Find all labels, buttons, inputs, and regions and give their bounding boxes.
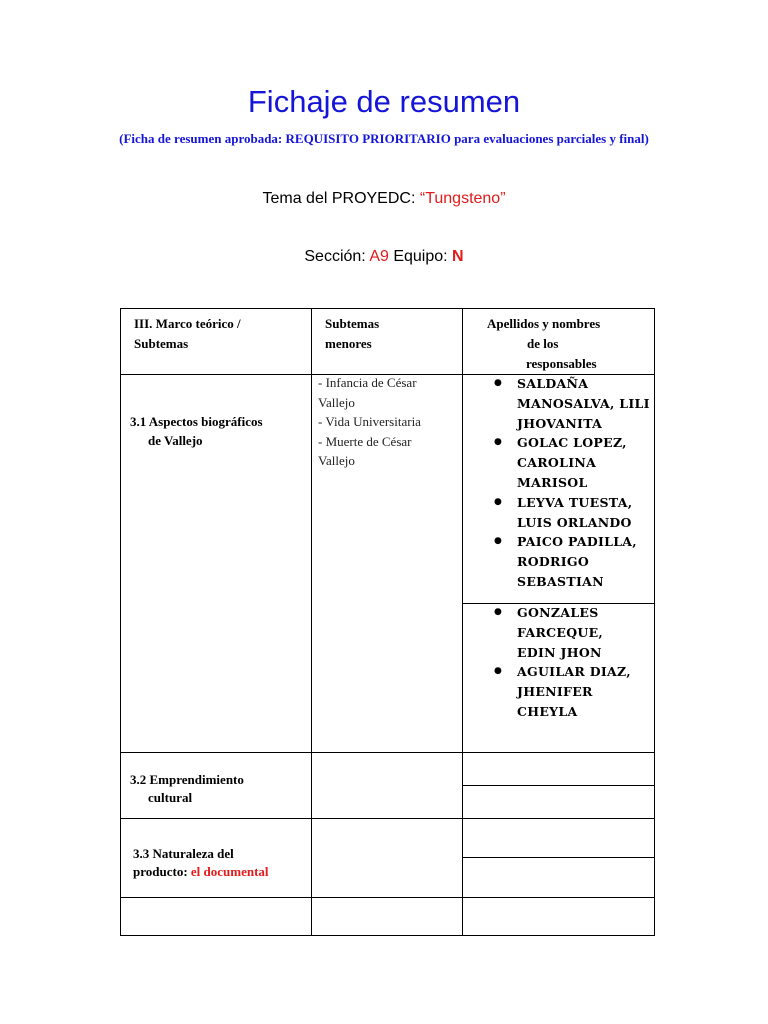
- row1-tema: [130, 412, 263, 450]
- list-item: [491, 603, 631, 662]
- row-tema-highlight: el documental: [190, 864, 269, 879]
- section-value: A9: [369, 248, 389, 265]
- name-text: CAROLINA: [517, 455, 597, 471]
- subtema-text: - Muerte de César: [318, 433, 412, 449]
- name-text: RODRIGO: [517, 554, 590, 570]
- name-text: ● LEYVA TUESTA,: [517, 494, 633, 510]
- name-text: ● GONZALES: [517, 605, 599, 620]
- list-item: [491, 374, 650, 433]
- header-responsables: [487, 314, 657, 374]
- section-label: Sección:: [304, 248, 370, 265]
- table-row-divider: [120, 897, 655, 898]
- row-tema-text: cultural: [148, 790, 193, 805]
- name-text: CHEYLA: [517, 703, 578, 719]
- header-text: responsables: [526, 356, 597, 371]
- table-divider-col3: [462, 308, 463, 936]
- header-subtemas-menores: [325, 314, 379, 354]
- name-text: JHENIFER: [517, 684, 593, 700]
- row-tema-text: 3.3 Naturaleza del: [133, 846, 234, 861]
- name-text: EDIN JHON: [517, 644, 602, 660]
- name-text: SEBASTIAN: [517, 573, 604, 589]
- name-text: FARCEQUE,: [517, 624, 604, 640]
- table-row-divider: [120, 752, 655, 753]
- name-text: ● GOLAC LOPEZ,: [517, 435, 627, 451]
- team-value: N: [452, 248, 464, 265]
- team-label: Equipo:: [388, 248, 453, 265]
- row-tema-text: 3.2 Emprendimiento: [130, 772, 244, 787]
- table-border-right: [654, 308, 655, 936]
- row-tema-text: 3.1 Aspectos biográficos: [130, 414, 263, 429]
- name-text: LUIS ORLANDO: [517, 514, 632, 530]
- project-topic-value: “Tungsteno”: [419, 190, 506, 207]
- header-text: Apellidos y nombres: [487, 316, 601, 331]
- header-text: menores: [325, 336, 372, 351]
- name-text: ● AGUILAR DIAZ,: [517, 664, 631, 680]
- header-text: Subtemas: [325, 316, 380, 331]
- responsables-list-group2: [491, 603, 631, 722]
- header-marco-teorico: [134, 314, 241, 354]
- subtema-text: Vallejo: [318, 453, 355, 468]
- table-border-top: [120, 308, 655, 309]
- table-row-divider: [120, 818, 655, 819]
- table-subcell-divider: [462, 785, 655, 786]
- header-text: Subtemas: [134, 336, 189, 351]
- list-item: [491, 532, 650, 591]
- project-topic-label: Tema del PROYEDC:: [262, 190, 420, 207]
- name-text: MANOSALVA, LILI: [517, 395, 650, 411]
- row-tema-prefix: producto:: [133, 864, 191, 879]
- row3-tema: [133, 845, 269, 881]
- responsables-list-group1: [491, 374, 650, 592]
- table-border-left: [120, 308, 121, 936]
- table-border-bottom: [120, 935, 655, 936]
- page-subtitle: (Ficha de resumen aprobada: REQUISITO PRIORITARIO para evaluaciones parciales y final): [119, 131, 649, 146]
- subtema-text: Vallejo: [318, 394, 355, 410]
- page-title: Fichaje de resumen: [247, 84, 521, 119]
- header-text: III. Marco teórico /: [134, 316, 241, 331]
- table-divider-col2: [311, 308, 312, 936]
- name-text: JHOVANITA: [517, 415, 603, 431]
- subtema-text: - Vida Universitaria: [318, 414, 421, 429]
- list-item: [491, 433, 650, 492]
- table-subcell-divider: [462, 857, 655, 858]
- row-tema-text: [133, 863, 269, 881]
- row1-subtemas: [318, 373, 421, 471]
- row-tema-text: de Vallejo: [148, 433, 203, 448]
- name-text: ● PAICO PADILLA,: [517, 534, 637, 550]
- list-item: [491, 662, 631, 721]
- name-text: ● SALDAÑA: [517, 376, 589, 391]
- name-text: MARISOL: [517, 474, 588, 490]
- subtema-text: - Infancia de César: [318, 375, 417, 390]
- row2-tema: [130, 771, 244, 807]
- header-text: de los: [527, 336, 559, 351]
- list-item: [491, 493, 650, 533]
